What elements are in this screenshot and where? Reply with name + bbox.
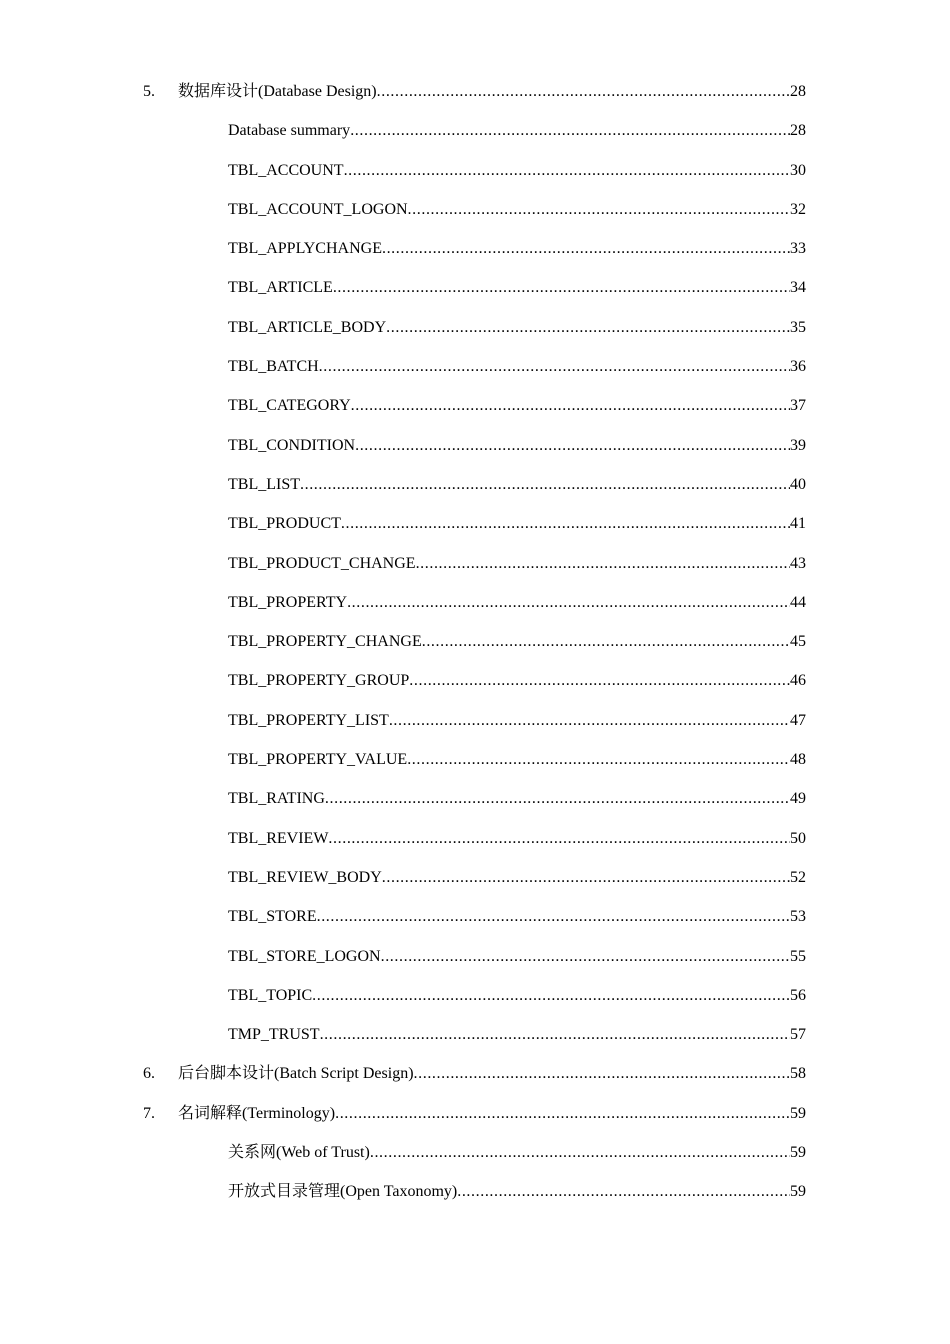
toc-dot-leader (386, 308, 790, 347)
toc-entry[interactable] (0, 779, 950, 818)
toc-entry-title: TBL_ACCOUNT (228, 161, 344, 179)
toc-entry-page-number: 33 (790, 240, 806, 258)
toc-entry-page-number: 36 (790, 358, 806, 376)
toc-entry-line (228, 504, 806, 543)
toc-entry[interactable] (0, 465, 950, 504)
toc-entry-title: TBL_RATING (228, 790, 325, 808)
toc-entry-line (228, 111, 806, 150)
toc-dot-leader (351, 386, 790, 425)
toc-entry-line (228, 190, 806, 229)
toc-entry-page-number: 46 (790, 672, 806, 690)
toc-entry[interactable] (0, 819, 950, 858)
toc-entry[interactable] (0, 386, 950, 425)
table-of-contents (0, 72, 950, 1212)
toc-entry-title: TBL_ARTICLE_BODY (228, 318, 387, 336)
toc-entry-title: TBL_ACCOUNT_LOGON (228, 200, 408, 218)
toc-dot-leader (407, 740, 790, 779)
toc-entry[interactable] (0, 583, 950, 622)
toc-entry-title: TBL_BATCH (228, 358, 319, 376)
toc-entry[interactable] (0, 740, 950, 779)
toc-entry-line (228, 583, 806, 622)
toc-entry-page-number: 49 (790, 790, 806, 808)
toc-entry-number: 6. (143, 1065, 155, 1083)
toc-entry-line (228, 1172, 806, 1211)
toc-entry-line (228, 897, 806, 936)
toc-entry[interactable] (0, 268, 950, 307)
toc-entry-line (228, 819, 806, 858)
toc-dot-leader (409, 661, 790, 700)
toc-dot-leader (335, 1094, 790, 1133)
toc-entry-line (228, 229, 806, 268)
toc-entry-page-number: 59 (790, 1183, 806, 1201)
toc-entry-title: TBL_REVIEW (228, 829, 329, 847)
toc-entry-page-number: 30 (790, 161, 806, 179)
toc-entry-title: TBL_PROPERTY_LIST (228, 711, 389, 729)
toc-entry-title: 后台脚本设计(Batch Script Design) (178, 1065, 414, 1083)
toc-entry-title: 关系网(Web of Trust) (228, 1144, 370, 1162)
toc-entry-title: TBL_REVIEW_BODY (228, 868, 382, 886)
toc-dot-leader (414, 1054, 790, 1093)
toc-entry-line (228, 740, 806, 779)
toc-entry-line (228, 779, 806, 818)
toc-entry-title: Database summary (228, 122, 351, 140)
toc-entry-title: TBL_TOPIC (228, 986, 313, 1004)
toc-entry[interactable] (0, 347, 950, 386)
toc-entry-title: TBL_CONDITION (228, 436, 356, 454)
toc-dot-leader (377, 72, 790, 111)
toc-entry-title: 数据库设计(Database Design) (178, 83, 377, 100)
toc-dot-leader (370, 1133, 790, 1172)
toc-entry-line (228, 701, 806, 740)
toc-entry-page-number: 50 (790, 829, 806, 847)
toc-entry[interactable] (0, 937, 950, 976)
toc-entry-page-number: 28 (790, 83, 806, 100)
toc-dot-leader (416, 544, 790, 583)
toc-entry-page-number: 37 (790, 397, 806, 415)
toc-dot-leader (381, 937, 790, 976)
toc-entry-line (228, 268, 806, 307)
toc-entry-page-number: 47 (790, 711, 806, 729)
toc-entry-line (228, 937, 806, 976)
toc-dot-leader (317, 897, 790, 936)
toc-entry-number: 7. (143, 1104, 155, 1122)
toc-entry[interactable] (0, 1172, 950, 1211)
toc-dot-leader (382, 229, 790, 268)
toc-entry-line (228, 465, 806, 504)
toc-entry[interactable] (0, 229, 950, 268)
toc-entry[interactable] (0, 976, 950, 1015)
toc-entry-title: TBL_APPLYCHANGE (228, 240, 382, 258)
toc-entry-line (228, 544, 806, 583)
toc-entry[interactable] (0, 1094, 950, 1133)
toc-entry[interactable] (0, 701, 950, 740)
toc-entry-page-number: 59 (790, 1104, 806, 1122)
toc-dot-leader (344, 151, 790, 190)
toc-entry-title: TBL_STORE_LOGON (228, 947, 381, 965)
toc-entry-page-number: 53 (790, 908, 806, 926)
toc-entry[interactable] (0, 1015, 950, 1054)
toc-entry-page-number: 59 (790, 1144, 806, 1162)
toc-entry[interactable] (0, 504, 950, 543)
toc-entry-page-number: 40 (790, 475, 806, 493)
toc-dot-leader (325, 779, 790, 818)
toc-entry-title: TBL_STORE (228, 908, 317, 926)
toc-entry-page-number: 45 (790, 633, 806, 651)
toc-entry-title: TBL_PRODUCT (228, 515, 341, 533)
toc-dot-leader (389, 701, 790, 740)
toc-entry-line (178, 1054, 806, 1093)
toc-entry-page-number: 41 (790, 515, 806, 533)
toc-entry[interactable] (0, 426, 950, 465)
toc-entry-title: TMP_TRUST (228, 1026, 320, 1044)
toc-entry-page-number: 58 (790, 1065, 806, 1083)
toc-entry-page-number: 48 (790, 751, 806, 769)
toc-entry-page-number: 39 (790, 436, 806, 454)
toc-entry-line (228, 386, 806, 425)
toc-entry-title: TBL_PRODUCT_CHANGE (228, 554, 416, 572)
toc-entry-title: 开放式目录管理(Open Taxonomy) (228, 1183, 458, 1201)
toc-dot-leader (382, 858, 790, 897)
toc-entry[interactable] (0, 622, 950, 661)
toc-entry-page-number: 56 (790, 986, 806, 1004)
toc-entry-page-number: 52 (790, 868, 806, 886)
toc-entry[interactable] (0, 151, 950, 190)
toc-entry-page-number: 28 (790, 122, 806, 140)
toc-dot-leader (333, 268, 790, 307)
toc-entry-title: 名词解释(Terminology) (178, 1104, 336, 1122)
toc-entry[interactable] (0, 1133, 950, 1172)
toc-entry[interactable] (0, 897, 950, 936)
toc-entry-line (228, 347, 806, 386)
toc-entry-line (228, 858, 806, 897)
toc-entry-line (178, 1094, 806, 1133)
toc-entry-page-number: 57 (790, 1026, 806, 1044)
toc-entry-title: TBL_PROPERTY_GROUP (228, 672, 410, 690)
toc-entry-title: TBL_PROPERTY_CHANGE (228, 633, 422, 651)
toc-dot-leader (408, 190, 790, 229)
toc-entry[interactable] (0, 544, 950, 583)
toc-entry[interactable] (0, 858, 950, 897)
toc-entry-title: TBL_PROPERTY_VALUE (228, 751, 408, 769)
toc-entry-line (178, 72, 806, 111)
toc-dot-leader (347, 583, 790, 622)
toc-entry-title: TBL_LIST (228, 475, 300, 493)
toc-entry-page-number: 32 (790, 200, 806, 218)
toc-entry-line (228, 308, 806, 347)
toc-dot-leader (320, 1015, 790, 1054)
toc-entry-line (228, 1133, 806, 1172)
toc-dot-leader (300, 465, 790, 504)
toc-entry[interactable] (0, 111, 950, 150)
toc-dot-leader (341, 504, 790, 543)
toc-entry-number: 5. (143, 83, 155, 100)
toc-dot-leader (422, 622, 790, 661)
toc-entry-page-number: 43 (790, 554, 806, 572)
toc-dot-leader (457, 1172, 790, 1211)
toc-entry[interactable] (0, 308, 950, 347)
toc-entry-line (228, 622, 806, 661)
toc-entry-page-number: 44 (790, 593, 806, 611)
toc-entry-page-number: 55 (790, 947, 806, 965)
toc-entry-line (228, 151, 806, 190)
toc-entry-page-number: 35 (790, 318, 806, 336)
toc-entry[interactable] (0, 1054, 950, 1093)
toc-entry-line (228, 976, 806, 1015)
toc-dot-leader (319, 347, 790, 386)
toc-dot-leader (328, 819, 790, 858)
toc-dot-leader (350, 111, 790, 150)
toc-entry[interactable] (0, 72, 950, 111)
toc-entry-page-number: 34 (790, 279, 806, 297)
toc-entry-line (228, 426, 806, 465)
toc-entry-line (228, 661, 806, 700)
toc-entry-title: TBL_CATEGORY (228, 397, 351, 415)
toc-dot-leader (312, 976, 790, 1015)
toc-entry[interactable] (0, 190, 950, 229)
toc-entry[interactable] (0, 661, 950, 700)
toc-entry-title: TBL_ARTICLE (228, 279, 333, 297)
toc-entry-title: TBL_PROPERTY (228, 593, 348, 611)
toc-dot-leader (355, 426, 790, 465)
toc-entry-line (228, 1015, 806, 1054)
